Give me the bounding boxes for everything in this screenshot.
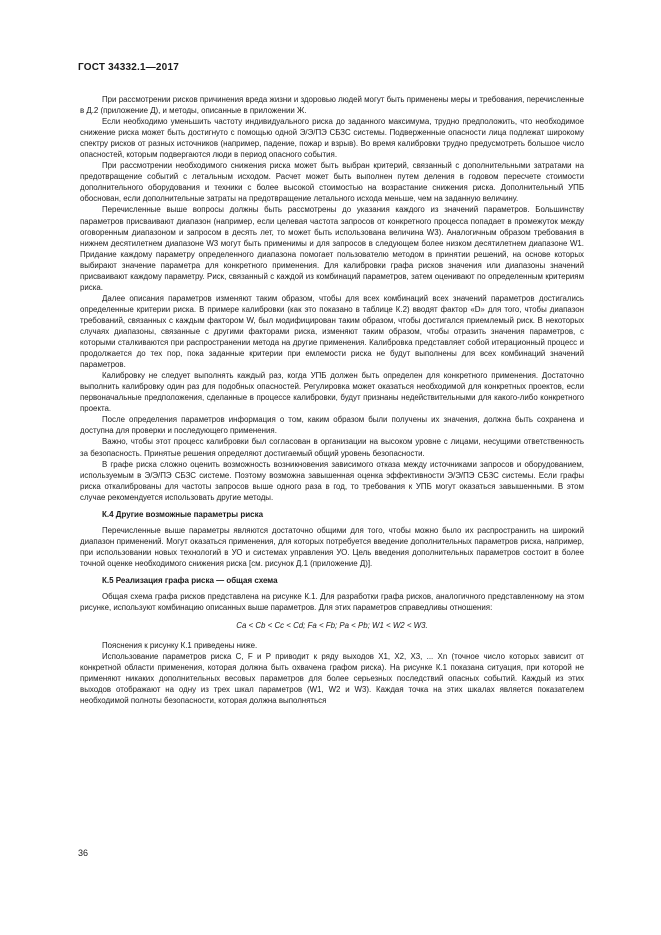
paragraph: Общая схема графа рисков представлена на рисунке К.1. Для разработки графа рисков, аналогичного представленному на этом рисунке, используют комбинацию описанных выше параметров. Для этих параметров справедливы отношения: <box>80 592 584 613</box>
paragraph: Далее описания параметров изменяют таким образом, чтобы для всех комбинаций всех значений параметров достигались определенные критерии риска. В примере калибровки (как это показано в таблице К.2) вводят фактор «D» для того, чтобы диапазон требований, связанных с каждым фактором W, был модифицирован таким образом, чтобы достигался приемлемый риск. В некоторых случаях диапазоны, связанные с другими факторами риска, изменяют таким образом, чтобы отразить значения параметров, с которыми сталкиваются при распространении метода на другие применения. Калибровка представляет собой итерационный процесс и продолжается до тех пор, пока заданные критерии при емлемости риска не будут выполнены для всех комбинаций значений параметров. <box>80 293 584 370</box>
document-code: ГОСТ 34332.1—2017 <box>78 62 179 73</box>
paragraph: Использование параметров риска С, F и Р приводит к ряду выходов Х1, Х2, Х3, ... Хn (точное число которых зависит от конкретной области применения, которая должна быть охвачена графом риска). На рисунке К.1 показана ситуация, при которой не применяют никаких дополнительных весовых параметров для более серьезных последствий опасных событий. Каждый из этих выходов отображают на одну из трех шкал параметров (W1, W2 и W3). Каждая точка на этих шкалах является показателем необходимой полноты безопасности, которая должна выполняться <box>80 652 584 706</box>
paragraph: При рассмотрении необходимого снижения риска может быть выбран критерий, связанный с дополнительными затратами на предотвращение событий с летальным исходом. Расчет может быть выполнен путем деления в годовом пересчете стоимости дополнительного оборудования и техники с более высокой стоимостью на возрастание снижения риска. Дополнительный УПБ обоснован, если дополнительные затраты на предотвращение летального исхода меньше, чем на заданную величину. <box>80 161 584 204</box>
paragraph: При рассмотрении рисков причинения вреда жизни и здоровью людей могут быть применены меры и требования, перечисленные в Д.2 (приложение Д), и методы, описанные в приложении Ж. <box>80 95 584 116</box>
paragraph: В графе риска сложно оценить возможность возникновения зависимого отказа между источниками запросов и оборудованием, используемым в Э/Э/ПЭ СБЗС системе. Поэтому возможна завышенная оценка эффективности Э/Э/ПЭ СБЗС системы. Если графы риска откалиброваны для частоты запросов выше одного раза в год, то требования к УПБ могут оказаться завышенными. В этом случае рекомендуется использовать другие методы. <box>80 459 584 502</box>
paragraph: Перечисленные выше вопросы должны быть рассмотрены до указания каждого из значений параметров. Большинству параметров присваивают диапазон (например, если целевая частота запросов от конкретного процесса попадает в промежуток между оговоренным диапазоном и запросом в десять лет, то может быть использована величина W3). Аналогичным образом требования в нижнем десятилетнем диапазоне W3 могут быть применимы и для запросов в следующем более низком десятилетнем диапазоне W1. Придание каждому параметру определенного диапазона помогает пользователю методом в принятии решений, на основе которых выбирают значение параметра для конкретного применения. Для калибровки графа рисков значения или диапазоны значений присваивают каждому параметру. Риск, связанный с каждой из комбинаций параметров, затем оценивают по определенным критериям риска. <box>80 205 584 292</box>
paragraph: Перечисленные выше параметры являются достаточно общими для того, чтобы можно было их распространить на широкий диапазон применений. Могут оказаться применения, для которых потребуется введение дополнительных параметров риска, например, при использовании новых технологий в УО и системах управления УО. Цель введения дополнительных параметров состоит в более точной оценке необходимого снижения риска [см. рисунок Д.1 (приложение Д)]. <box>80 525 584 568</box>
section-heading: К.5 Реализация графа риска — общая схема <box>102 575 278 585</box>
section-heading: К.4 Другие возможные параметры риска <box>102 509 264 519</box>
formula: Ca < Cb < Cc < Cd; Fa < Fb; Pa < Pb; W1 < W2 < W3. <box>236 621 428 631</box>
paragraph: Пояснения к рисунку К.1 приведены ниже. <box>102 641 258 651</box>
paragraph: Если необходимо уменьшить частоту индивидуального риска до заданного максимума, трудно предположить, что необходимое снижение риска может быть достигнуто с помощью одной Э/Э/ПЭ СБЗС системы. Подверженные опасности лица подлежат широкому спектру рисков от разных источников (например, падение, пожар и взрыв). Во время калибровки трудно предусмотреть большое число опасностей, которым подвергаются люди в период опасного события. <box>80 117 584 160</box>
paragraph: Важно, чтобы этот процесс калибровки был согласован в организации на высоком уровне с лицами, несущими ответственность за безопасность. Принятые решения определяют достигаемый общий уровень безопасности. <box>80 437 584 458</box>
paragraph: Калибровку не следует выполнять каждый раз, когда УПБ должен быть определен для конкретного применения. Достаточно выполнить калибровку один раз для подобных опасностей. Регулировка может оказаться необходимой для конкретных проектов, если первоначальные предположения, сделанные в процессе калибровки, будут признаны недействительными для какого-либо конкретного проекта. <box>80 371 584 414</box>
document-body <box>80 94 584 706</box>
paragraph: После определения параметров информация о том, каким образом были получены их значения, должна быть сохранена и доступна для проверки и последующего применения. <box>80 415 584 436</box>
page-number: 36 <box>78 848 89 858</box>
